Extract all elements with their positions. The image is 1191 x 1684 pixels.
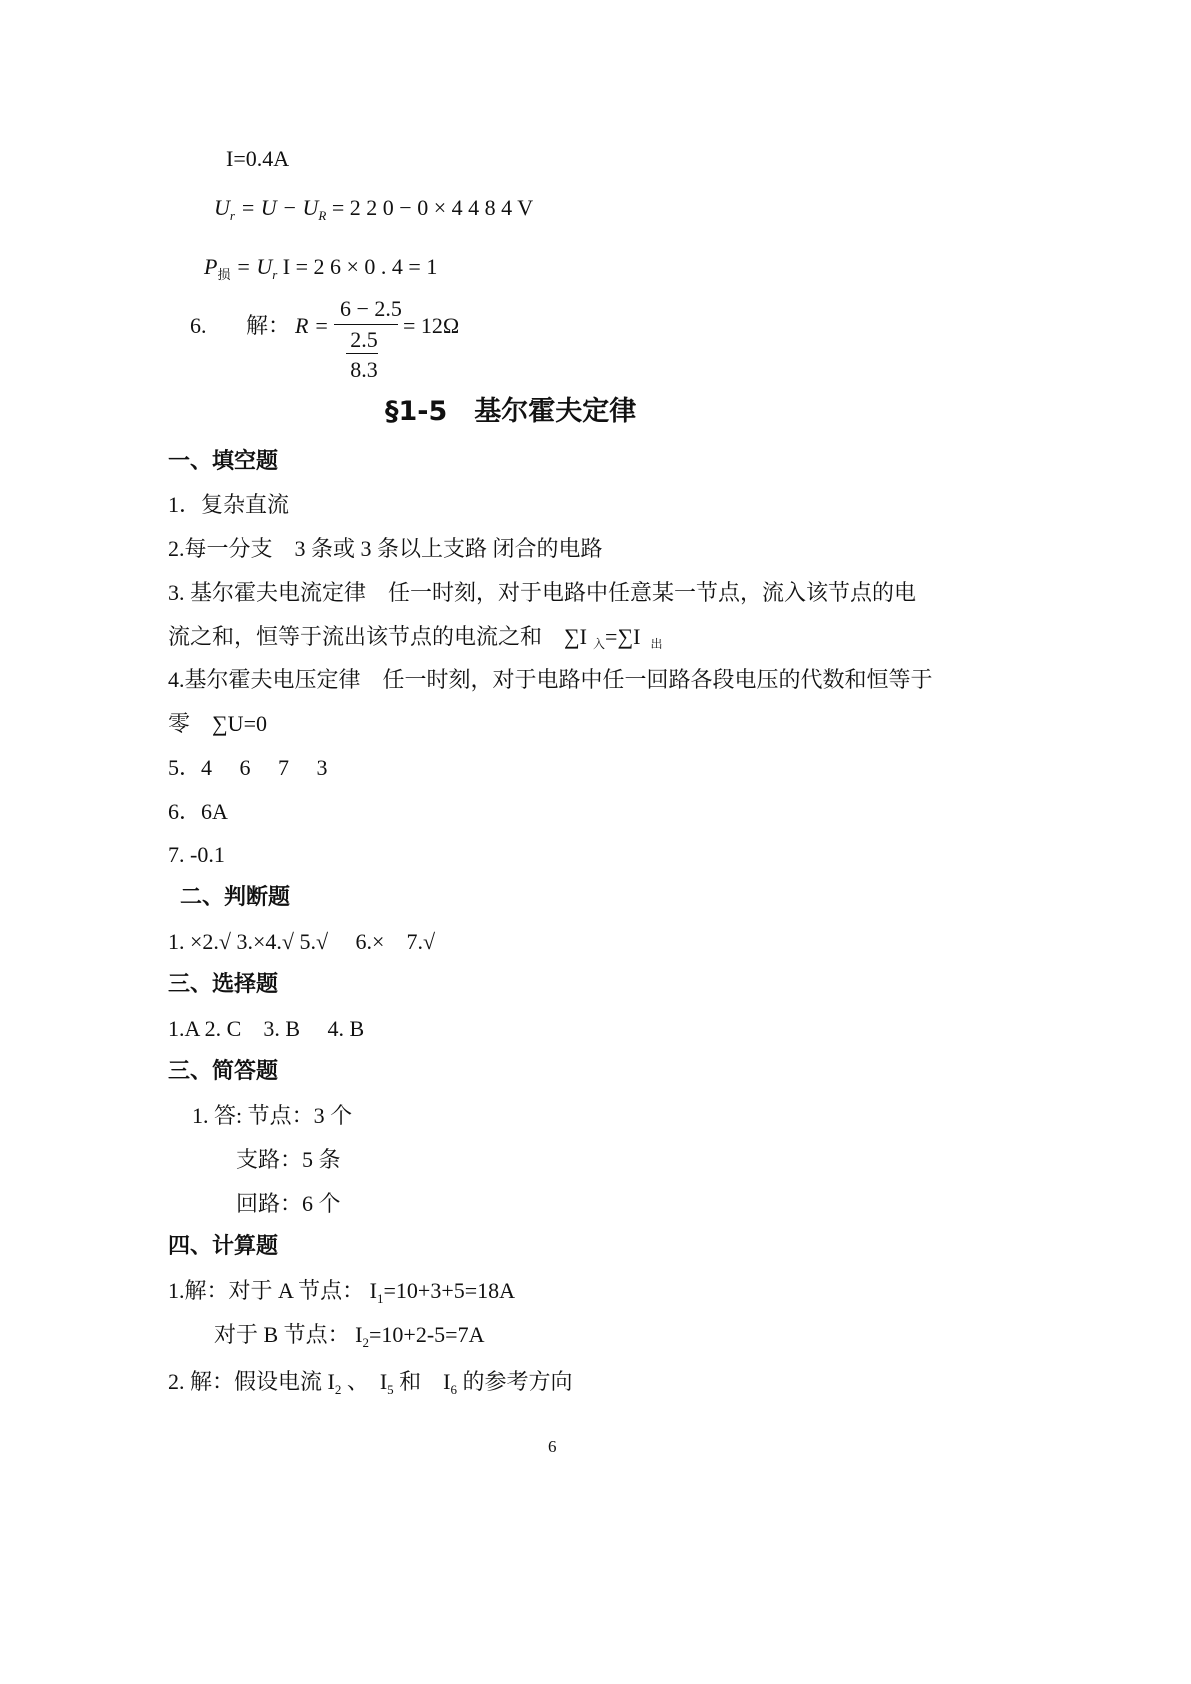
short-line-1: 1. 答: 节点：3 个 (192, 1103, 353, 1128)
q6-number: 6. (190, 313, 207, 338)
ur-rhs-tail: = 2 2 0 − 0 × 4 4 8 4 V (326, 195, 534, 220)
ploss-rhs-sub: r (272, 267, 278, 282)
ur-lhs: U (214, 195, 230, 220)
q6-jie: 解： (246, 313, 291, 338)
calc-l2-post: =10+2-5=7A (369, 1322, 485, 1347)
judge-header: 二、判断题 (180, 885, 291, 910)
calc-l3-sub1: 2 (334, 1382, 342, 1397)
q6-inner-denominator: 8.3 (350, 357, 378, 382)
ur-rhs: = U − U (234, 195, 319, 220)
ur-rhs-sub: R (318, 208, 327, 223)
calc-line-1 (168, 1280, 515, 1305)
calc-line-2 (214, 1324, 484, 1349)
q6-inner-bar (346, 353, 378, 354)
fill-answer-1: 1．复杂直流 (168, 492, 290, 517)
calc-l2-pre: 对于 B 节点： I (214, 1322, 363, 1347)
calc-l3-mid1: 、 I (341, 1369, 388, 1394)
fill-answer-3-line2 (168, 626, 662, 650)
calc-header: 四、计算题 (168, 1234, 279, 1259)
calc-l3-pre: 2. 解：假设电流 I (168, 1369, 335, 1394)
ploss-rhs: = U (230, 254, 273, 279)
fill-answer-7: 7. -0.1 (168, 842, 225, 867)
judge-answers: 1. ×2.√ 3.×4.√ 5.√ 6.× 7.√ (168, 929, 436, 954)
calc-l1-pre: 1.解：对于 A 节点： I (168, 1278, 378, 1303)
fill-answer-3-line1: 3. 基尔霍夫电流定律 任一时刻，对于电路中任意某一节点，流入该节点的电 (168, 580, 917, 605)
q6-fraction-bar (334, 324, 398, 325)
calc-l1-sub: 1 (377, 1291, 384, 1306)
ploss-rhs-tail: I = 2 6 × 0 . 4 = 1 (277, 254, 438, 279)
ur-equation (214, 197, 533, 222)
fill-answer-2: 2.每一分支 3 条或 3 条以上支路 闭合的电路 (168, 536, 603, 561)
short-line-3: 回路：6 个 (236, 1191, 341, 1216)
q6-result: = 12Ω (403, 313, 460, 338)
calc-l3-mid2: 和 I (393, 1369, 451, 1394)
fill-answer-4-line2: 零 ∑U=0 (168, 711, 267, 736)
ploss-lhs: P (204, 254, 218, 279)
calc-l3-post: 的参考方向 (456, 1369, 573, 1394)
ploss-lhs-sub: 损 (217, 267, 231, 282)
calc-line-3 (168, 1371, 573, 1396)
fill-answer-4-line1: 4.基尔霍夫电压定律 任一时刻，对于电路中任一回路各段电压的代数和恒等于 (168, 667, 933, 692)
kcl-text: 流之和，恒等于流出该节点的电流之和 ∑I (168, 624, 588, 649)
short-line-2: 支路：5 条 (236, 1147, 341, 1172)
calc-l3-sub2: 5 (387, 1382, 394, 1397)
ploss-equation (204, 256, 437, 281)
fill-answer-6: 6．6A (168, 799, 228, 824)
q6-numerator: 6 − 2.5 (340, 296, 402, 321)
section-title: §1-5 基尔霍夫定律 (385, 396, 637, 427)
choice-answers: 1.A 2. C 3. B 4. B (168, 1016, 365, 1041)
page-number: 6 (548, 1437, 557, 1456)
kcl-sub-in: 入 (593, 637, 606, 651)
calc-l2-sub: 2 (362, 1335, 370, 1350)
kcl-sub-out: 出 (650, 637, 663, 651)
choice-header: 三、选择题 (168, 972, 279, 997)
fill-header: 一、填空题 (168, 449, 279, 474)
ur-lhs-sub: r (229, 208, 235, 223)
kcl-mid: =∑I (605, 624, 641, 649)
short-header: 三、简答题 (168, 1059, 279, 1084)
q6-inner-numerator: 2.5 (350, 327, 378, 352)
current-value: I=0.4A (226, 146, 290, 171)
q6-r-label: R = (295, 313, 329, 338)
calc-l3-sub3: 6 (450, 1382, 457, 1397)
calc-l1-post: =10+3+5=18A (383, 1278, 516, 1303)
fill-answer-5: 5．4 6 7 3 (168, 755, 328, 780)
